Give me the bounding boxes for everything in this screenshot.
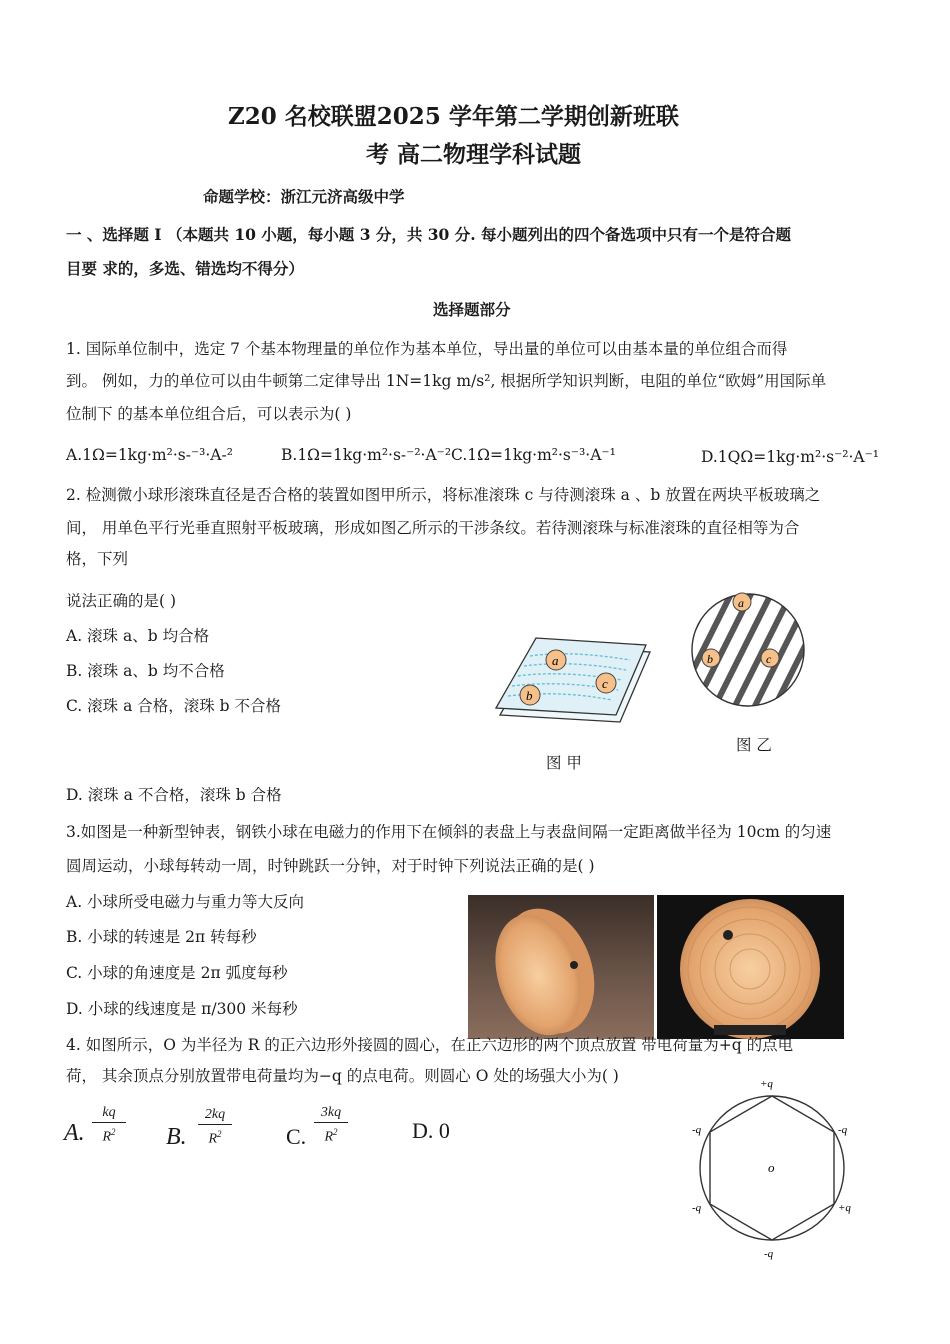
q4-option-d: D. 0 — [412, 1118, 450, 1143]
ball-label-b: b — [526, 688, 533, 703]
q2-option-b: B. 滚珠 a、b 均不合格 — [66, 662, 225, 680]
q3-option-c: C. 小球的角速度是 2π 弧度每秒 — [66, 964, 288, 982]
exam-school: 命题学校：浙江元济高级中学 — [203, 187, 405, 206]
q2-option-a: A. 滚珠 a、b 均合格 — [66, 627, 210, 645]
charge-bottom: -q — [764, 1248, 774, 1260]
charge-upper-right: -q — [838, 1124, 848, 1136]
q4-option-b-fraction: $\frac{2kq}{R^2}$ — [198, 1106, 232, 1149]
figure-jia-glass-plates — [490, 630, 660, 725]
svg-text:b: b — [707, 652, 713, 666]
q2-line2: 间， 用单色平行光垂直照射平板玻璃，形成如图乙所示的干涉条纹。若待测滚珠与标准滚珠的直径相等为合 — [66, 519, 800, 537]
exam-title-line1: Z20 名校联盟2025 学年第二学期创新班联 — [228, 103, 679, 130]
charge-top: +q — [760, 1078, 773, 1090]
q3-option-b: B. 小球的转速是 2π 转每秒 — [66, 928, 257, 946]
q3-line1: 3.如图是一种新型钟表，钢铁小球在电磁力的作用下在倾斜的表盘上与表盘间隔一定距离做半径为 10cm 的匀速 — [66, 823, 832, 841]
hexagon-charge-figure — [692, 1075, 862, 1265]
ball-label-a: a — [552, 653, 559, 668]
part-label: 选择题部分 — [433, 300, 511, 319]
svg-text:c: c — [766, 652, 772, 666]
figure-yi-interference — [688, 590, 808, 710]
svg-text:a: a — [738, 596, 744, 610]
q4-option-b-label: B. — [166, 1124, 187, 1150]
q1-line3: 位制下 的基本单位组合后，可以表示为( ) — [66, 405, 352, 423]
q3-option-a: A. 小球所受电磁力与重力等大反向 — [66, 893, 305, 911]
figure-jia-caption: 图 甲 — [546, 754, 582, 772]
q2-line1: 2. 检测微小球形滚珠直径是否合格的装置如图甲所示，将标准滚珠 c 与待测滚珠 a 、b 放置在两块平板玻璃之 — [66, 486, 821, 504]
q4-line1: 4. 如图所示，O 为半径为 R 的正六边形外接圆的圆心，在正六边形的两个顶点放置 带电荷量为+q 的点电 — [66, 1036, 794, 1054]
figure-yi-caption: 图 乙 — [736, 736, 772, 754]
clock-photo — [468, 895, 844, 1039]
center-o-label: o — [768, 1160, 775, 1175]
charge-lower-left: -q — [692, 1202, 702, 1214]
q1-line2: 到。 例如，力的单位可以由牛顿第二定律导出 1N=1kg m/s², 根据所学知识判断，电阻的单位“欧姆”用国际单 — [66, 372, 827, 390]
q1-line1: 1. 国际单位制中，选定 7 个基本物理量的单位作为基本单位，导出量的单位可以由基本量的单位组合而得 — [66, 340, 788, 358]
q3-line2: 圆周运动，小球每转动一周，时钟跳跃一分钟，对于时钟下列说法正确的是( ) — [66, 857, 595, 875]
section-heading-line2: 目要 求的，多选、错选均不得分） — [66, 259, 304, 278]
q1-option-a: A.1Ω=1kg·m²·s-⁻³·A-² — [66, 446, 233, 464]
q2-option-c: C. 滚珠 a 合格，滚珠 b 不合格 — [66, 697, 282, 715]
q3-option-d: D. 小球的线速度是 π/300 米每秒 — [66, 1000, 298, 1018]
charge-upper-left: -q — [692, 1124, 702, 1136]
charge-lower-right: +q — [838, 1202, 851, 1214]
q4-line2: 荷， 其余顶点分别放置带电荷量均为−q 的点电荷。则圆心 O 处的场强大小为( ) — [66, 1067, 619, 1085]
q4-option-a-fraction: $\frac{kq}{R^2}$ — [92, 1104, 126, 1147]
ball-label-c: c — [602, 676, 608, 691]
q2-option-d: D. 滚珠 a 不合格，滚珠 b 合格 — [66, 786, 282, 804]
q4-option-c-label: C. — [286, 1124, 307, 1149]
section-heading-line1: 一 、选择题 I （本题共 10 小题，每小题 3 分，共 30 分. 每小题列出的四个备选项中只有一个是符合题 — [66, 225, 792, 244]
q4-option-c-fraction: $\frac{3kq}{R^2}$ — [314, 1104, 348, 1147]
q4-option-a-label: A. — [64, 1120, 85, 1146]
exam-title-line2: 考 高二物理学科试题 — [366, 141, 582, 168]
q2-line3: 格，下列 — [66, 550, 129, 568]
q1-option-d: D.1QΩ=1kg·m²·s⁻²·A⁻¹ — [701, 448, 880, 466]
q2-line4: 说法正确的是( ) — [66, 592, 177, 610]
q1-option-bc: B.1Ω=1kg·m²·s-⁻²·A⁻²C.1Ω=1kg·m²·s⁻³·A⁻¹ — [281, 446, 616, 464]
